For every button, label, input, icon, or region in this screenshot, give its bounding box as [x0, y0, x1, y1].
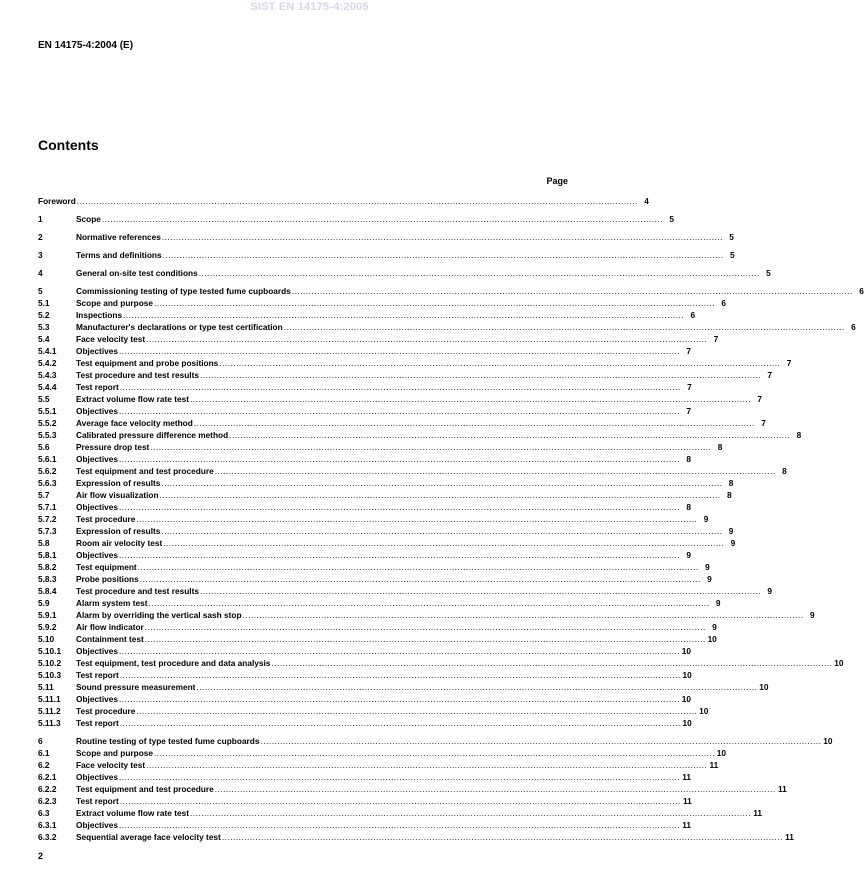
toc-entry-title: Air flow visualization: [76, 490, 159, 500]
page-number: 2: [38, 851, 44, 861]
toc-dot-leader: ........................................................................................................................................................................................................: [118, 820, 680, 830]
toc-entry[interactable]: [38, 441, 723, 453]
toc-entry-number: 5.3: [38, 322, 50, 332]
toc-entry-number: 5.5.2: [38, 418, 57, 428]
toc-dot-leader: ........................................................................................................................................................................................................: [229, 430, 791, 440]
toc-entry-title: Scope and purpose: [76, 298, 153, 308]
toc-dot-leader: ........................................................................................................................................................................................................: [136, 706, 698, 716]
toc-entry-page: 10: [834, 658, 844, 668]
toc-dot-leader: ........................................................................................................................................................................................................: [189, 394, 751, 404]
toc-entry[interactable]: [38, 609, 815, 621]
toc-entry-title: Sound pressure measurement: [76, 682, 196, 692]
toc-entry-number: 5.9.2: [38, 622, 57, 632]
toc-entry-number: 5: [38, 286, 43, 296]
toc-entry[interactable]: [38, 573, 712, 585]
toc-entry-number: 5.11.2: [38, 706, 61, 716]
toc-entry-title: Objectives: [76, 772, 118, 782]
toc-entry-title: Alarm by overriding the vertical sash stop: [76, 610, 242, 620]
toc-entry-title: Normative references: [76, 232, 161, 242]
toc-entry-page: 10: [823, 736, 833, 746]
toc-entry-title: General on-site test conditions: [76, 268, 198, 278]
toc-entry-number: 5.10.2: [38, 658, 62, 668]
toc-entry[interactable]: [38, 693, 691, 705]
toc-dot-leader: ........................................................................................................................................................................................................: [242, 610, 804, 620]
toc-entry-page: 8: [782, 466, 787, 476]
toc-entry-number: 5.10: [38, 634, 55, 644]
toc-dot-leader: ........................................................................................................................................................................................................: [189, 808, 751, 818]
toc-entry-title: Room air velocity test: [76, 538, 163, 548]
watermark: SIST EN 14175-4:2005: [250, 1, 369, 13]
toc-entry-page: 6: [859, 286, 864, 296]
toc-entry-page: 5: [729, 232, 734, 242]
toc-entry-title: Test report: [76, 796, 119, 806]
toc-entry-title: Objectives: [76, 346, 118, 356]
toc-dot-leader: ........................................................................................................................................................................................................: [119, 382, 681, 392]
toc-dot-leader: ........................................................................................................................................................................................................: [139, 574, 701, 584]
toc-dot-leader: ........................................................................................................................................................................................................: [118, 694, 680, 704]
toc-dot-leader: ........................................................................................................................................................................................................: [214, 784, 776, 794]
toc-entry-number: 3: [38, 250, 43, 260]
toc-entry-page: 11: [785, 832, 794, 842]
toc-entry-page: 6: [851, 322, 856, 332]
toc-entry[interactable]: [38, 621, 717, 633]
toc-entry-page: 9: [730, 538, 736, 548]
toc-entry-number: 5.8: [38, 538, 50, 548]
toc-entry-number: 6.1: [38, 748, 50, 758]
toc-entry-number: 6.3.1: [38, 820, 57, 830]
toc-entry[interactable]: [38, 357, 792, 369]
toc-dot-leader: ........................................................................................................................................................................................................: [161, 232, 723, 242]
toc-entry-title: Extract volume flow rate test: [76, 808, 189, 818]
toc-entry[interactable]: [38, 783, 787, 795]
toc-entry-page: 9: [767, 586, 772, 596]
toc-entry-title: Test procedure: [76, 514, 136, 524]
toc-entry-page: 10: [759, 682, 769, 692]
toc-entry-number: 5.7.3: [38, 526, 57, 536]
toc-entry-page: 9: [715, 598, 721, 608]
toc-entry[interactable]: [38, 549, 691, 561]
toc-entry[interactable]: [38, 819, 691, 831]
page-column-label: Page: [546, 176, 568, 186]
toc-entry-number: 5.10.1: [38, 646, 62, 656]
toc-entry-page: 6: [690, 310, 696, 320]
toc-entry-title: Test equipment: [76, 562, 137, 572]
toc-dot-leader: ........................................................................................................................................................................................................: [123, 310, 685, 320]
toc-entry-page: 6: [721, 298, 727, 308]
toc-dot-leader: ........................................................................................................................................................................................................: [150, 442, 712, 452]
toc-entry-number: 5.4.3: [38, 370, 57, 380]
toc-entry[interactable]: [38, 405, 691, 417]
toc-entry-page: 5: [730, 250, 735, 260]
toc-entry-title: Objectives: [76, 550, 118, 560]
toc-entry[interactable]: [38, 465, 787, 477]
toc-entry-page: 9: [712, 622, 717, 632]
toc-entry-page: 10: [707, 634, 717, 644]
toc-entry-number: 6.3.2: [38, 832, 57, 842]
toc-entry-title: Extract volume flow rate test: [76, 394, 189, 404]
toc-dot-leader: ........................................................................................................................................................................................................: [159, 490, 721, 500]
toc-entry-title: Commissioning testing of type tested fume cupboards: [76, 286, 291, 296]
toc-dot-leader: ........................................................................................................................................................................................................: [119, 796, 681, 806]
toc-dot-leader: ........................................................................................................................................................................................................: [118, 406, 680, 416]
toc-entry-page: 8: [717, 442, 723, 452]
toc-entry-number: 5.6.3: [38, 478, 57, 488]
toc-entry-title: Test equipment and test procedure: [76, 784, 214, 794]
toc-entry[interactable]: [38, 453, 691, 465]
toc-entry-title: Containment test: [76, 634, 144, 644]
toc-entry-title: Test procedure and test results: [76, 586, 199, 596]
toc-dot-leader: ........................................................................................................................................................................................................: [199, 370, 761, 380]
toc-entry-title: Air flow indicator: [76, 622, 144, 632]
toc-entry-page: 10: [716, 748, 727, 758]
toc-entry[interactable]: [38, 657, 844, 669]
toc-dot-leader: ........................................................................................................................................................................................................: [76, 196, 638, 206]
toc-entry[interactable]: [38, 681, 769, 693]
toc-entry-title: Calibrated pressure difference method: [76, 430, 229, 440]
toc-entry-number: 5.8.4: [38, 586, 57, 596]
toc-entry-page: 7: [687, 382, 692, 392]
toc-entry[interactable]: [38, 285, 864, 297]
toc-entry[interactable]: [38, 369, 772, 381]
toc-entry[interactable]: [38, 717, 692, 729]
toc-entry-title: Routine testing of type tested fume cupboards: [76, 736, 260, 746]
toc-entry-page: 5: [669, 214, 674, 224]
toc-entry-page: 7: [757, 394, 762, 404]
toc-entry-page: 11: [753, 808, 762, 818]
toc-entry-number: 6.2.1: [38, 772, 57, 782]
toc-entry-title: Terms and definitions: [76, 250, 162, 260]
toc-entry-title: Scope: [76, 214, 101, 224]
toc-entry-page: 10: [699, 706, 709, 716]
toc-dot-leader: ........................................................................................................................................................................................................: [219, 358, 781, 368]
toc-dot-leader: ........................................................................................................................................................................................................: [154, 298, 716, 308]
toc-entry-title: Objectives: [76, 820, 118, 830]
toc-entry-number: 5.4: [38, 334, 50, 344]
toc-entry-number: 5.11: [38, 682, 54, 692]
toc-dot-leader: ........................................................................................................................................................................................................: [162, 250, 724, 260]
toc-entry-page: 9: [809, 610, 815, 620]
toc-entry-title: Face velocity test: [76, 334, 146, 344]
toc-entry-page: 8: [796, 430, 802, 440]
toc-dot-leader: ........................................................................................................................................................................................................: [221, 832, 783, 842]
toc-entry-page: 8: [686, 454, 691, 464]
toc-entry-number: 4: [38, 268, 43, 278]
toc-entry[interactable]: [38, 759, 719, 771]
toc-entry[interactable]: [38, 705, 709, 717]
toc-entry-number: 5.8.3: [38, 574, 57, 584]
toc-entry-title: Face velocity test: [76, 760, 146, 770]
toc-entry-number: 5.4.4: [38, 382, 57, 392]
toc-entry[interactable]: [38, 267, 771, 279]
toc-dot-leader: ........................................................................................................................................................................................................: [144, 634, 706, 644]
toc-entry-number: 5.7.2: [38, 514, 57, 524]
toc-entry-page: 10: [682, 718, 692, 728]
toc-entry[interactable]: [38, 393, 762, 405]
toc-dot-leader: ........................................................................................................................................................................................................: [163, 538, 725, 548]
toc-entry-title: Test report: [76, 670, 119, 680]
toc-entry-page: 9: [686, 550, 691, 560]
toc-entry[interactable]: [38, 525, 734, 537]
toc-dot-leader: ........................................................................................................................................................................................................: [283, 322, 845, 332]
toc-entry[interactable]: [38, 297, 727, 309]
toc-entry-number: 5.5: [38, 394, 50, 404]
toc-entry-title: Test equipment and probe positions: [76, 358, 219, 368]
toc-entry[interactable]: [38, 597, 721, 609]
toc-dot-leader: ........................................................................................................................................................................................................: [119, 718, 681, 728]
toc-entry[interactable]: [38, 585, 772, 597]
toc-dot-leader: ........................................................................................................................................................................................................: [118, 454, 680, 464]
toc-entry-number: 5.5.1: [38, 406, 57, 416]
toc-entry[interactable]: [38, 321, 856, 333]
toc-entry-number: 5.6: [38, 442, 50, 452]
toc-entry-number: 5.8.1: [38, 550, 57, 560]
toc-dot-leader: ........................................................................................................................................................................................................: [154, 748, 716, 758]
toc-entry[interactable]: [38, 669, 692, 681]
toc-entry[interactable]: [38, 429, 802, 441]
toc-entry-title: Expression of results: [76, 478, 161, 488]
toc-dot-leader: ........................................................................................................................................................................................................: [118, 346, 680, 356]
toc-entry-page: 9: [703, 514, 709, 524]
toc-entry-title: Objectives: [76, 646, 118, 656]
toc-dot-leader: ........................................................................................................................................................................................................: [136, 514, 698, 524]
toc-dot-leader: ........................................................................................................................................................................................................: [161, 478, 723, 488]
toc-entry-number: 5.4.1: [38, 346, 57, 356]
toc-dot-leader: ........................................................................................................................................................................................................: [271, 658, 833, 668]
toc-entry-number: 6: [38, 736, 43, 746]
toc-entry-title: Average face velocity method: [76, 418, 193, 428]
toc-entry-number: 5.8.2: [38, 562, 57, 572]
toc-entry-title: Objectives: [76, 502, 118, 512]
toc-entry-page: 10: [681, 694, 691, 704]
toc-entry[interactable]: [38, 345, 691, 357]
toc-dot-leader: ........................................................................................................................................................................................................: [119, 670, 681, 680]
toc-dot-leader: ........................................................................................................................................................................................................: [148, 598, 710, 608]
toc-entry-title: Objectives: [76, 694, 118, 704]
toc-entry-page: 8: [686, 502, 691, 512]
toc-entry[interactable]: [38, 333, 719, 345]
toc-dot-leader: ........................................................................................................................................................................................................: [260, 736, 822, 746]
toc-entry[interactable]: [38, 771, 691, 783]
toc-entry-title: Objectives: [76, 454, 118, 464]
toc-entry-title: Alarm system test: [76, 598, 148, 608]
toc-entry-title: Objectives: [76, 406, 118, 416]
toc-dot-leader: ........................................................................................................................................................................................................: [193, 418, 755, 428]
toc-entry[interactable]: [38, 537, 736, 549]
toc-entry[interactable]: [38, 795, 692, 807]
toc-entry-page: 10: [681, 646, 691, 656]
toc-entry-number: 6.2: [38, 760, 50, 770]
toc-entry-page: 8: [726, 490, 732, 500]
toc-entry-page: 10: [682, 670, 692, 680]
toc-entry-number: 5.1: [38, 298, 50, 308]
toc-entry-title: Test equipment and test procedure: [76, 466, 214, 476]
toc-entry-page: 11: [682, 796, 692, 806]
toc-entry-page: 7: [761, 418, 766, 428]
toc-entry-page: 7: [786, 358, 792, 368]
toc-entry-title: Inspections: [76, 310, 123, 320]
toc-entry-number: 5.10.3: [38, 670, 62, 680]
toc-entry-number: 5.4.2: [38, 358, 57, 368]
toc-entry[interactable]: [38, 381, 692, 393]
toc-dot-leader: ........................................................................................................................................................................................................: [118, 502, 680, 512]
toc-entry[interactable]: [38, 195, 649, 207]
toc-entry-page: 7: [686, 346, 691, 356]
toc-entry[interactable]: [38, 633, 717, 645]
toc-entry-number: 5.7.1: [38, 502, 57, 512]
toc-dot-leader: ........................................................................................................................................................................................................: [101, 214, 663, 224]
toc-entry-page: 5: [766, 268, 771, 278]
toc-dot-leader: ........................................................................................................................................................................................................: [199, 586, 761, 596]
toc-entry-page: 11: [682, 772, 691, 782]
toc-entry-title: Scope and purpose: [76, 748, 153, 758]
toc-entry-number: 5.7: [38, 490, 50, 500]
toc-entry-title: Test report: [76, 382, 119, 392]
toc-entry-number: 5.5.3: [38, 430, 57, 440]
toc-entry[interactable]: [38, 417, 766, 429]
toc-entry-title: Test report: [76, 718, 119, 728]
toc-dot-leader: ........................................................................................................................................................................................................: [196, 682, 758, 692]
toc-entry-page: 7: [767, 370, 772, 380]
toc-entry[interactable]: [38, 645, 691, 657]
toc-entry-number: 5.6.2: [38, 466, 57, 476]
toc-entry-title: Test procedure: [76, 706, 136, 716]
toc-dot-leader: ........................................................................................................................................................................................................: [137, 562, 699, 572]
toc-entry[interactable]: [38, 489, 732, 501]
toc-entry-title: Pressure drop test: [76, 442, 150, 452]
toc-entry-page: 9: [728, 526, 734, 536]
table-of-contents: [38, 195, 864, 843]
toc-entry-number: 5.9.1: [38, 610, 57, 620]
toc-dot-leader: ........................................................................................................................................................................................................: [118, 646, 680, 656]
toc-entry-number: 6.2.3: [38, 796, 57, 806]
toc-dot-leader: ........................................................................................................................................................................................................: [161, 526, 723, 536]
toc-entry-title: Probe positions: [76, 574, 139, 584]
toc-entry-title: Manufacturer's declarations or type test certification: [76, 322, 283, 332]
toc-dot-leader: ........................................................................................................................................................................................................: [291, 286, 853, 296]
toc-dot-leader: ........................................................................................................................................................................................................: [214, 466, 776, 476]
toc-entry-page: 7: [713, 334, 719, 344]
toc-entry-number: 5.2: [38, 310, 50, 320]
toc-entry-title: Sequential average face velocity test: [76, 832, 221, 842]
toc-entry-page: 11: [709, 760, 719, 770]
toc-entry-page: 9: [707, 574, 712, 584]
toc-entry-number: 6.2.2: [38, 784, 57, 794]
toc-entry-page: 4: [644, 196, 649, 206]
page-title: Contents: [38, 137, 99, 153]
toc-entry[interactable]: [38, 561, 710, 573]
toc-dot-leader: ........................................................................................................................................................................................................: [118, 772, 680, 782]
toc-entry-number: 5.9: [38, 598, 50, 608]
toc-dot-leader: ........................................................................................................................................................................................................: [144, 622, 706, 632]
toc-entry[interactable]: [38, 735, 833, 747]
toc-entry-title: Test procedure and test results: [76, 370, 199, 380]
toc-entry-number: 2: [38, 232, 43, 242]
toc-dot-leader: ........................................................................................................................................................................................................: [198, 268, 760, 278]
document-id: EN 14175-4:2004 (E): [38, 40, 134, 51]
toc-entry-title: Foreword: [38, 196, 76, 206]
toc-entry[interactable]: [38, 477, 734, 489]
toc-entry[interactable]: [38, 309, 696, 321]
toc-entry[interactable]: [38, 807, 762, 819]
toc-entry[interactable]: [38, 231, 734, 243]
toc-entry[interactable]: [38, 747, 727, 759]
toc-entry[interactable]: [38, 249, 735, 261]
toc-entry-title: Test equipment, test procedure and data analysis: [76, 658, 271, 668]
toc-dot-leader: ........................................................................................................................................................................................................: [146, 334, 708, 344]
toc-entry-number: 5.6.1: [38, 454, 57, 464]
toc-entry-title: Expression of results: [76, 526, 161, 536]
toc-entry-page: 9: [705, 562, 710, 572]
toc-entry-number: 5.11.3: [38, 718, 61, 728]
toc-dot-leader: ........................................................................................................................................................................................................: [146, 760, 708, 770]
toc-entry-number: 6.3: [38, 808, 50, 818]
toc-entry-page: 8: [728, 478, 734, 488]
toc-entry-number: 5.11.1: [38, 694, 61, 704]
toc-entry-page: 7: [686, 406, 691, 416]
toc-entry[interactable]: [38, 831, 794, 843]
toc-entry-page: 11: [682, 820, 691, 830]
toc-entry[interactable]: [38, 213, 674, 225]
toc-entry[interactable]: [38, 501, 691, 513]
toc-dot-leader: ........................................................................................................................................................................................................: [118, 550, 680, 560]
toc-entry[interactable]: [38, 513, 709, 525]
toc-entry-number: 1: [38, 214, 43, 224]
toc-entry-page: 11: [777, 784, 787, 794]
